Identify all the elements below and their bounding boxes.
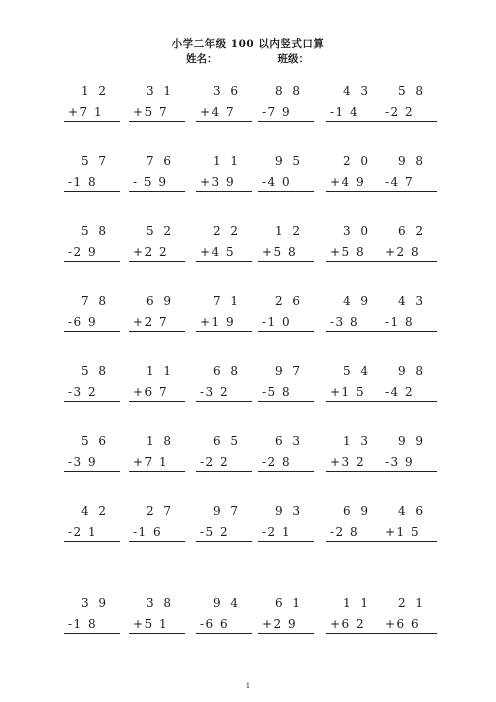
- arithmetic-problem: [326, 154, 382, 192]
- bottom-operand: -1 0: [258, 315, 314, 332]
- bottom-operand: +6 6: [381, 617, 437, 634]
- top-operand: 1 1: [145, 364, 175, 378]
- arithmetic-problem: [258, 224, 314, 262]
- arithmetic-problem: [129, 434, 185, 472]
- top-operand: 6 8: [212, 364, 242, 378]
- top-operand: 5 8: [397, 84, 427, 98]
- top-operand: 5 2: [145, 224, 175, 238]
- arithmetic-problem: [196, 224, 252, 262]
- bottom-operand: -3 2: [64, 385, 120, 402]
- bottom-operand: - 5 9: [129, 175, 185, 192]
- arithmetic-problem: [64, 294, 120, 332]
- top-operand: 1 1: [342, 596, 372, 610]
- top-operand: 5 8: [80, 364, 110, 378]
- bottom-operand: +4 9: [326, 175, 382, 192]
- bottom-operand: +1 5: [381, 525, 437, 542]
- top-operand: 6 9: [145, 294, 175, 308]
- bottom-operand: -2 2: [381, 105, 437, 122]
- bottom-operand: -2 8: [258, 455, 314, 472]
- arithmetic-problem: [381, 364, 437, 402]
- bottom-operand: +6 7: [129, 385, 185, 402]
- arithmetic-problem: [258, 504, 314, 542]
- top-operand: 9 5: [274, 154, 304, 168]
- bottom-operand: -1 8: [64, 617, 120, 634]
- arithmetic-problem: [64, 596, 120, 634]
- arithmetic-problem: [129, 596, 185, 634]
- top-operand: 2 2: [212, 224, 242, 238]
- arithmetic-problem: [258, 596, 314, 634]
- arithmetic-problem: [381, 434, 437, 472]
- arithmetic-problem: [129, 504, 185, 542]
- arithmetic-problem: [196, 596, 252, 634]
- top-operand: 1 2: [274, 224, 304, 238]
- arithmetic-problem: [64, 154, 120, 192]
- top-operand: 1 3: [342, 434, 372, 448]
- bottom-operand: +3 2: [326, 455, 382, 472]
- top-operand: 5 4: [342, 364, 372, 378]
- top-operand: 4 2: [80, 504, 110, 518]
- top-operand: 5 6: [80, 434, 110, 448]
- bottom-operand: +5 1: [129, 617, 185, 634]
- arithmetic-problem: [381, 504, 437, 542]
- arithmetic-problem: [196, 154, 252, 192]
- arithmetic-problem: [381, 596, 437, 634]
- top-operand: 6 9: [342, 504, 372, 518]
- arithmetic-problem: [64, 434, 120, 472]
- arithmetic-problem: [196, 294, 252, 332]
- bottom-operand: +7 1: [129, 455, 185, 472]
- bottom-operand: +4 7: [196, 105, 252, 122]
- top-operand: 8 8: [274, 84, 304, 98]
- bottom-operand: +5 8: [258, 245, 314, 262]
- top-operand: 9 3: [274, 504, 304, 518]
- worksheet-title: 小学二年级 100 以内竖式口算: [171, 38, 325, 50]
- arithmetic-problem: [196, 434, 252, 472]
- top-operand: 7 6: [145, 154, 175, 168]
- bottom-operand: +5 7: [129, 105, 185, 122]
- bottom-operand: -4 2: [381, 385, 437, 402]
- arithmetic-problem: [326, 84, 382, 122]
- arithmetic-problem: [129, 364, 185, 402]
- arithmetic-problem: [196, 364, 252, 402]
- arithmetic-problem: [64, 504, 120, 542]
- arithmetic-problem: [381, 84, 437, 122]
- top-operand: 3 9: [80, 596, 110, 610]
- top-operand: 6 2: [397, 224, 427, 238]
- arithmetic-problem: [196, 504, 252, 542]
- top-operand: 3 0: [342, 224, 372, 238]
- arithmetic-problem: [64, 84, 120, 122]
- top-operand: 2 7: [145, 504, 175, 518]
- arithmetic-problem: [129, 294, 185, 332]
- top-operand: 4 3: [342, 84, 372, 98]
- class-label: 班级：: [277, 53, 309, 65]
- top-operand: 4 6: [397, 504, 427, 518]
- top-operand: 5 8: [80, 224, 110, 238]
- arithmetic-problem: [326, 504, 382, 542]
- page-number: 1: [245, 682, 251, 690]
- bottom-operand: +5 8: [326, 245, 382, 262]
- bottom-operand: -4 7: [381, 175, 437, 192]
- top-operand: 3 6: [212, 84, 242, 98]
- arithmetic-problem: [381, 154, 437, 192]
- top-operand: 9 9: [397, 434, 427, 448]
- top-operand: 7 8: [80, 294, 110, 308]
- bottom-operand: +2 2: [129, 245, 185, 262]
- arithmetic-problem: [258, 364, 314, 402]
- bottom-operand: +2 8: [381, 245, 437, 262]
- bottom-operand: -1 8: [381, 315, 437, 332]
- bottom-operand: -3 8: [326, 315, 382, 332]
- arithmetic-problem: [64, 224, 120, 262]
- top-operand: 6 5: [212, 434, 242, 448]
- arithmetic-problem: [129, 84, 185, 122]
- bottom-operand: -1 8: [64, 175, 120, 192]
- bottom-operand: -3 2: [196, 385, 252, 402]
- arithmetic-problem: [326, 364, 382, 402]
- bottom-operand: +2 7: [129, 315, 185, 332]
- top-operand: 4 3: [397, 294, 427, 308]
- arithmetic-problem: [258, 294, 314, 332]
- bottom-operand: -6 6: [196, 617, 252, 634]
- bottom-operand: -3 9: [381, 455, 437, 472]
- arithmetic-problem: [326, 224, 382, 262]
- bottom-operand: -2 1: [258, 525, 314, 542]
- bottom-operand: -5 2: [196, 525, 252, 542]
- top-operand: 6 3: [274, 434, 304, 448]
- top-operand: 2 0: [342, 154, 372, 168]
- top-operand: 9 4: [212, 596, 242, 610]
- top-operand: 5 7: [80, 154, 110, 168]
- arithmetic-problem: [258, 154, 314, 192]
- bottom-operand: -2 1: [64, 525, 120, 542]
- bottom-operand: -6 9: [64, 315, 120, 332]
- top-operand: 4 9: [342, 294, 372, 308]
- bottom-operand: -4 0: [258, 175, 314, 192]
- bottom-operand: -3 9: [64, 455, 120, 472]
- top-operand: 2 6: [274, 294, 304, 308]
- arithmetic-problem: [258, 434, 314, 472]
- bottom-operand: +4 5: [196, 245, 252, 262]
- arithmetic-problem: [258, 84, 314, 122]
- bottom-operand: -2 8: [326, 525, 382, 542]
- top-operand: 1 2: [80, 84, 110, 98]
- arithmetic-problem: [129, 154, 185, 192]
- top-operand: 1 1: [212, 154, 242, 168]
- bottom-operand: -7 9: [258, 105, 314, 122]
- arithmetic-problem: [326, 294, 382, 332]
- bottom-operand: +6 2: [326, 617, 382, 634]
- top-operand: 7 1: [212, 294, 242, 308]
- bottom-operand: -1 6: [129, 525, 185, 542]
- top-operand: 9 7: [274, 364, 304, 378]
- bottom-operand: +2 9: [258, 617, 314, 634]
- arithmetic-problem: [64, 364, 120, 402]
- top-operand: 9 8: [397, 154, 427, 168]
- bottom-operand: +1 9: [196, 315, 252, 332]
- top-operand: 9 8: [397, 364, 427, 378]
- top-operand: 2 1: [397, 596, 427, 610]
- arithmetic-problem: [326, 434, 382, 472]
- top-operand: 6 1: [274, 596, 304, 610]
- bottom-operand: +1 5: [326, 385, 382, 402]
- arithmetic-problem: [326, 596, 382, 634]
- bottom-operand: +7 1: [64, 105, 120, 122]
- student-info-line: [186, 51, 309, 66]
- bottom-operand: -2 9: [64, 245, 120, 262]
- bottom-operand: -1 4: [326, 105, 382, 122]
- name-label: 姓名：: [186, 53, 218, 65]
- bottom-operand: +3 9: [196, 175, 252, 192]
- top-operand: 3 1: [145, 84, 175, 98]
- top-operand: 1 8: [145, 434, 175, 448]
- arithmetic-problem: [381, 224, 437, 262]
- arithmetic-problem: [381, 294, 437, 332]
- top-operand: 9 7: [212, 504, 242, 518]
- arithmetic-problem: [196, 84, 252, 122]
- arithmetic-problem: [129, 224, 185, 262]
- top-operand: 3 8: [145, 596, 175, 610]
- bottom-operand: -2 2: [196, 455, 252, 472]
- bottom-operand: -5 8: [258, 385, 314, 402]
